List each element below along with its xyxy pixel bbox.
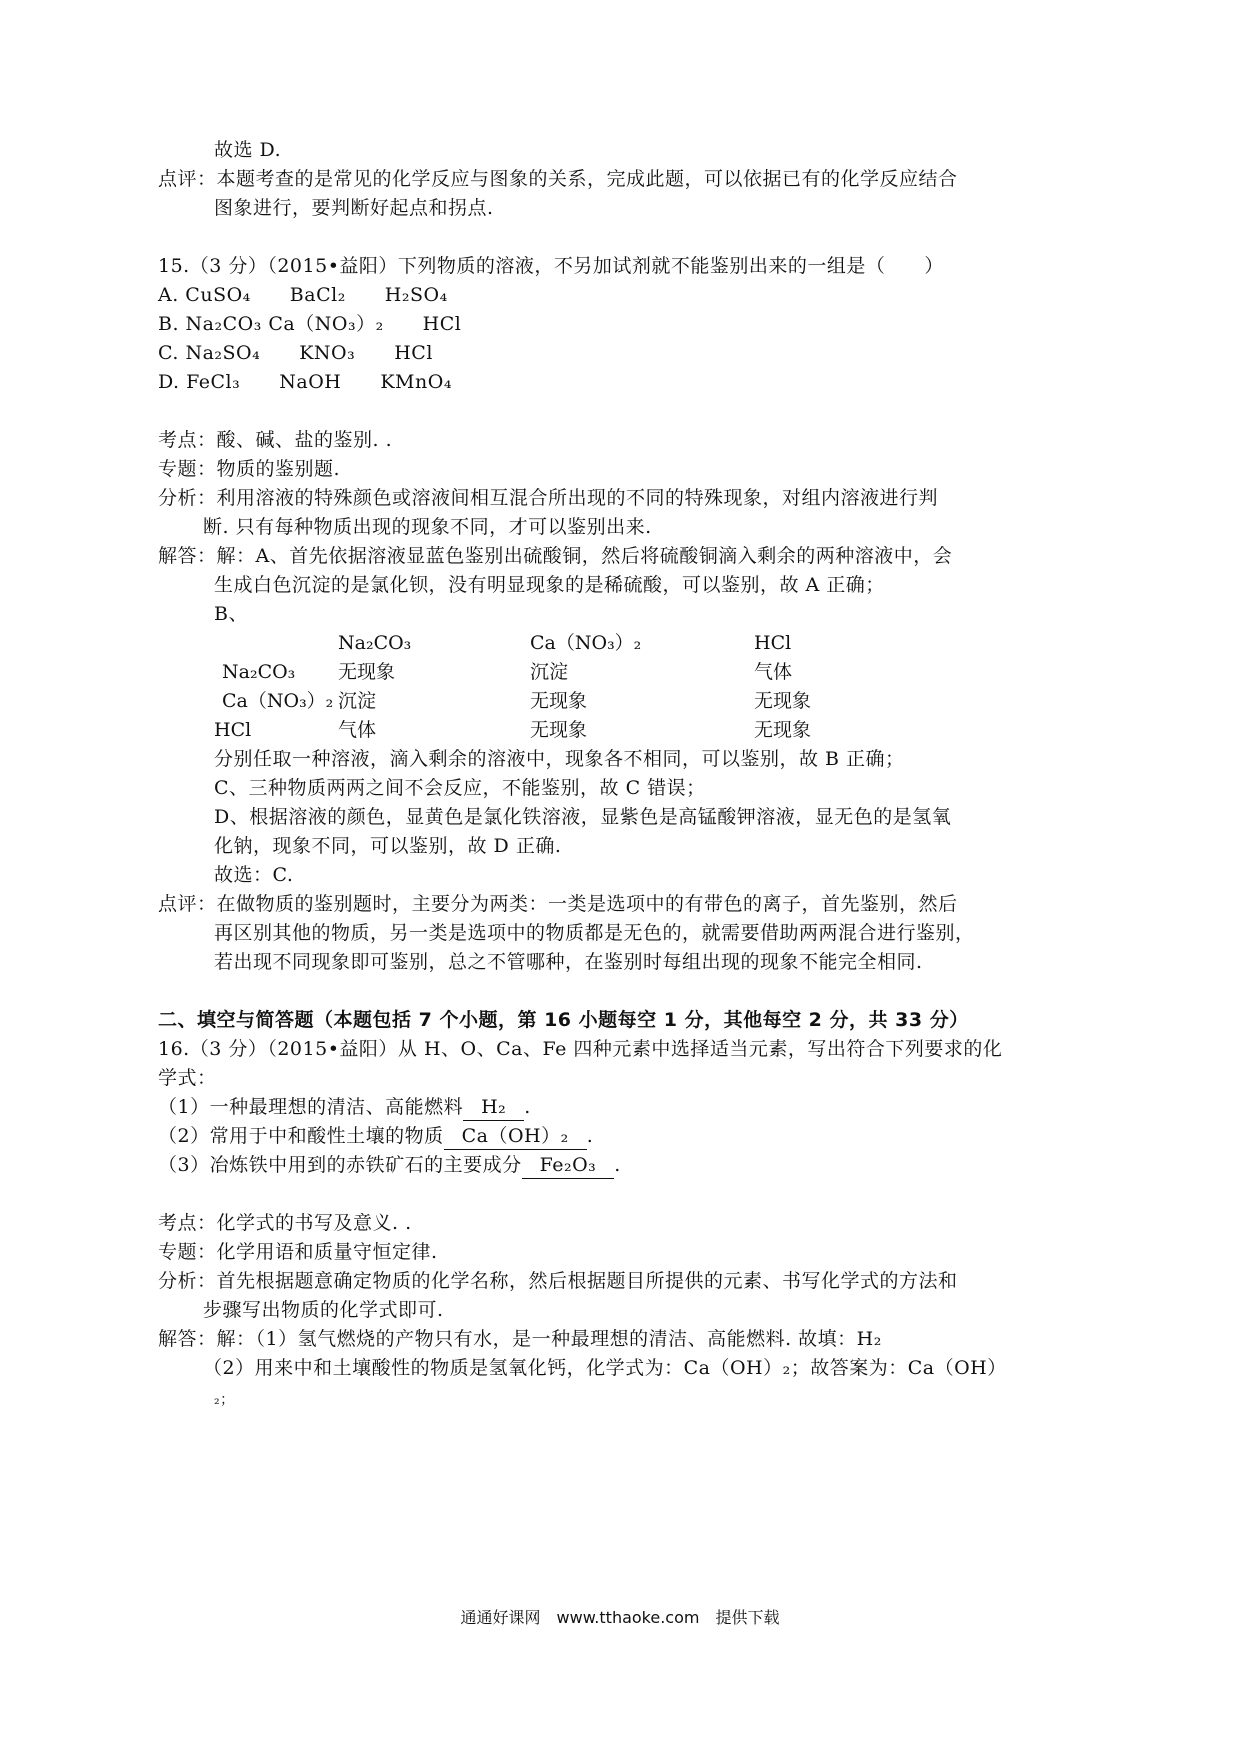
table-header: Ca（NO₃）₂	[530, 632, 642, 654]
q16-item-2	[158, 1123, 593, 1150]
jieda-b-label: B、	[214, 603, 248, 625]
table-cell: 无现象	[338, 661, 396, 683]
option-c: C. Na₂SO₄ KNO₃ HCl	[158, 342, 433, 364]
jieda: ₂；	[214, 1392, 235, 1408]
question-16-stem: 16.（3 分）（2015•益阳）从 H、O、Ca、Fe 四种元素中选择适当元素，写出符合下列要求的化	[158, 1038, 1003, 1060]
q16-item-1	[158, 1094, 531, 1121]
zhuanti: 专题：化学用语和质量守恒定律.	[158, 1241, 438, 1263]
table-cell: 沉淀	[530, 661, 569, 683]
jieda: 解答：解：（1）氢气燃烧的产物只有水，是一种最理想的清洁、高能燃料. 故填：H₂	[158, 1328, 882, 1350]
kaodian: 考点：化学式的书写及意义. .	[158, 1212, 412, 1234]
table-row-label: Na₂CO₃	[222, 661, 296, 683]
table-header: HCl	[754, 632, 792, 654]
period: .	[524, 1096, 531, 1118]
kaodian: 考点：酸、碱、盐的鉴别. .	[158, 429, 393, 451]
table-cell: 沉淀	[338, 690, 377, 712]
question-15-stem: 15.（3 分）（2015•益阳）下列物质的溶液，不另加试剂就不能鉴别出来的一组是（ ）	[158, 255, 944, 277]
question-16-stem: 学式：	[158, 1067, 217, 1089]
table-cell: 气体	[754, 661, 793, 683]
table-cell: 无现象	[530, 690, 588, 712]
jieda: 生成白色沉淀的是氯化钡，没有明显现象的是稀硫酸，可以鉴别，故 A 正确；	[214, 574, 885, 596]
table-cell: 无现象	[754, 690, 812, 712]
jieda-d-text: 化钠，现象不同，可以鉴别，故 D 正确.	[214, 835, 562, 857]
dianping: 点评：在做物质的鉴别题时，主要分为两类：一类是选项中的有带色的离子，首先鉴别，然后	[158, 893, 958, 915]
q16-item-3-text: （3）冶炼铁中用到的赤铁矿石的主要成分	[158, 1154, 522, 1176]
q16-item-3-answer: Fe₂O₃	[522, 1152, 615, 1179]
zhuanti: 专题：物质的鉴别题.	[158, 458, 341, 480]
table-cell: 无现象	[754, 719, 812, 741]
dianping: 若出现不同现象即可鉴别，总之不管哪种，在鉴别时每组出现的现象不能完全相同.	[214, 951, 923, 973]
option-d: D. FeCl₃ NaOH KMnO₄	[158, 371, 452, 393]
section-heading: 二、填空与简答题（本题包括 7 个小题，第 16 小题每空 1 分，其他每空 2 分，共 33 分）	[158, 1009, 969, 1031]
footer-source: 通通好课网 www.tthaoke.com 提供下载	[460, 1608, 780, 1627]
select-d: 故选 D.	[214, 139, 282, 161]
q16-item-1-text: （1）一种最理想的清洁、高能燃料	[158, 1096, 464, 1118]
comment-line: 点评：本题考查的是常见的化学反应与图象的关系，完成此题，可以依据已有的化学反应结合	[158, 168, 958, 190]
period: .	[586, 1125, 594, 1147]
table-row-label: HCl	[214, 719, 252, 741]
fenxi: 步骤写出物质的化学式即可.	[203, 1299, 444, 1321]
table-cell: 气体	[338, 719, 377, 741]
fenxi: 分析：利用溶液的特殊颜色或溶液间相互混合所出现的不同的特殊现象，对组内溶液进行判	[158, 487, 939, 509]
jieda-d-text: D、根据溶液的颜色，显黄色是氯化铁溶液，显紫色是高锰酸钾溶液，显无色的是氢氧	[214, 806, 952, 828]
jieda-b-text: 分别任取一种溶液，滴入剩余的溶液中，现象各不相同，可以鉴别，故 B 正确；	[214, 748, 905, 770]
dianping: 再区别其他的物质，另一类是选项中的物质都是无色的，就需要借助两两混合进行鉴别，	[214, 922, 975, 944]
q16-item-2-answer: Ca（OH）₂	[444, 1123, 587, 1150]
table-header: Na₂CO₃	[338, 632, 412, 654]
option-a: A. CuSO₄ BaCl₂ H₂SO₄	[158, 284, 448, 306]
fenxi: 断. 只有每种物质出现的现象不同，才可以鉴别出来.	[203, 516, 652, 538]
option-b: B. Na₂CO₃ Ca（NO₃）₂ HCl	[158, 313, 462, 335]
q16-item-2-text: （2）常用于中和酸性土壤的物质	[158, 1125, 444, 1147]
jieda: （2）用来中和土壤酸性的物质是氢氧化钙，化学式为：Ca（OH）₂；故答案为：Ca（OH）	[203, 1357, 1007, 1379]
fenxi: 分析：首先根据题意确定物质的化学名称，然后根据题目所提供的元素、书写化学式的方法和	[158, 1270, 958, 1292]
jieda-c-text: C、三种物质两两之间不会反应，不能鉴别，故 C 错误；	[214, 777, 706, 799]
table-row-label: Ca（NO₃）₂	[222, 690, 334, 712]
jieda: 解答：解：A、首先依据溶液显蓝色鉴别出硫酸铜，然后将硫酸铜滴入剩余的两种溶液中，会	[158, 545, 953, 567]
comment-line: 图象进行，要判断好起点和拐点.	[214, 197, 494, 219]
q16-item-3	[158, 1152, 621, 1179]
period: .	[614, 1154, 621, 1176]
select-c: 故选：C.	[214, 864, 294, 886]
table-cell: 无现象	[530, 719, 588, 741]
q16-item-1-answer: H₂	[463, 1094, 524, 1121]
